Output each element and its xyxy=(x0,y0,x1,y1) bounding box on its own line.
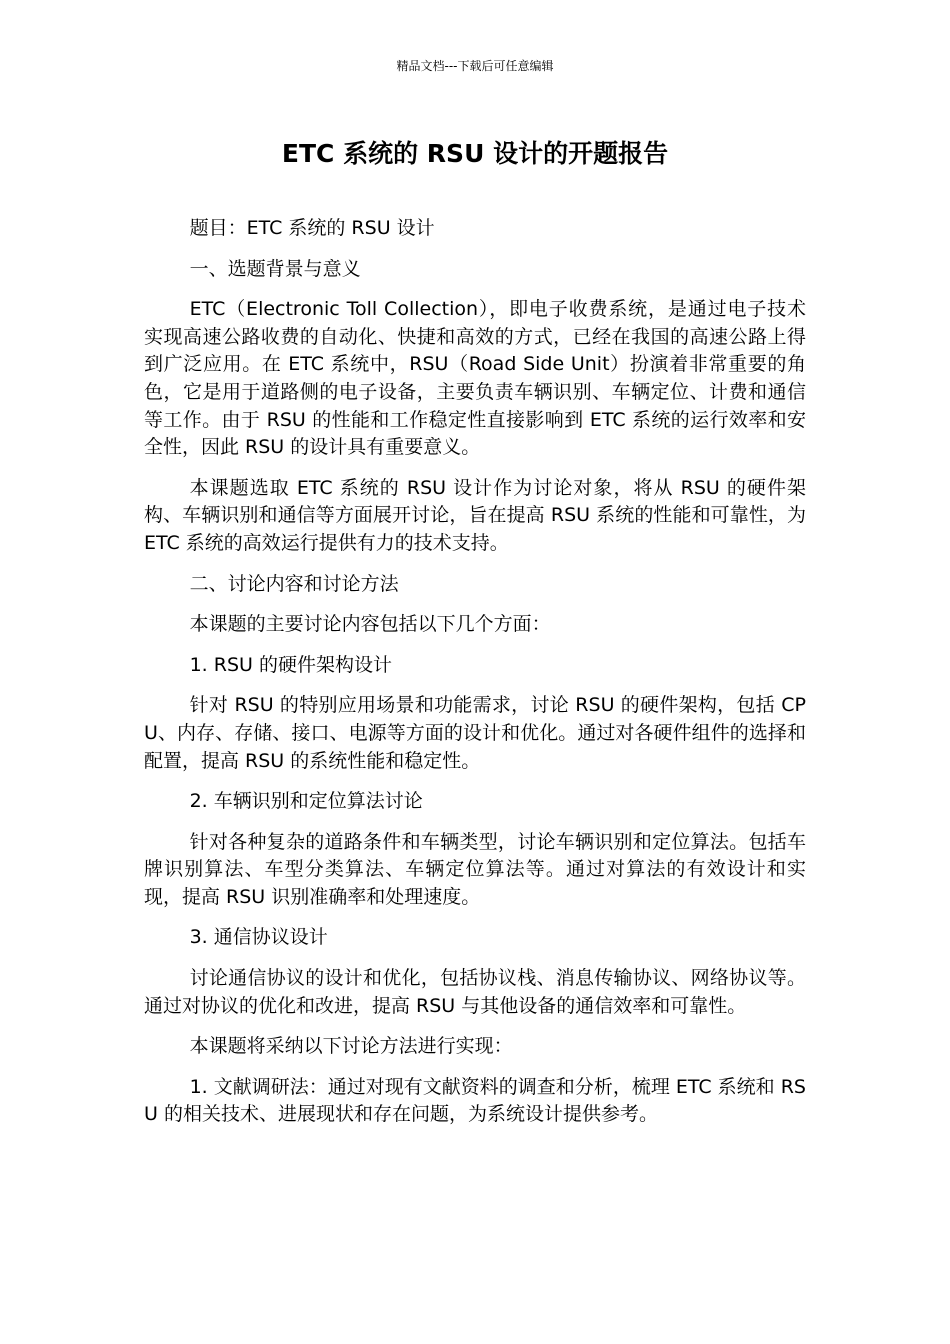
topic-line: 题目：ETC 系统的 RSU 设计 xyxy=(189,217,435,239)
paragraph-hardware: 针对 RSU 的特别应用场景和功能需求，讨论 RSU 的硬件架构，包括 CPU、内存、存储、接口、电源等方面的设计和优化。通过对各硬件组件的选择和配置，提高 RSU 的系统性能和稳定性。 xyxy=(144,694,806,772)
section-heading-content-method: 二、讨论内容和讨论方法 xyxy=(189,572,399,595)
subheading-protocol: 3. 通信协议设计 xyxy=(189,926,328,949)
section-heading-background: 一、选题背景与意义 xyxy=(189,257,361,280)
paragraph-recognition: 针对各种复杂的道路条件和车辆类型，讨论车辆识别和定位算法。包括车牌识别算法、车型分类算法、车辆定位算法等。通过对算法的有效设计和实现，提高 RSU 识别准确率和处理速度。 xyxy=(144,830,806,908)
subheading-hardware: 1. RSU 的硬件架构设计 xyxy=(189,653,392,676)
paragraph-etc-intro: ETC（Electronic Toll Collection），即电子收费系统，是通过电子技术实现高速公路收费的自动化、快捷和高效的方式，已经在我国的高速公路上得到广泛应用。在 ETC 系统中，RSU（Road Side Unit）扮演着非常重要的角色，它是用于道路侧的电子设备，主要负责车辆识别、车辆定位、计费和通信等工作。由于 RSU 的性能和工作稳定性直接影响到 ETC 系统的运行效率和安全性，因此 RSU 的设计具有重要意义。 xyxy=(144,298,806,459)
paragraph-project-scope: 本课题选取 ETC 系统的 RSU 设计作为讨论对象，将从 RSU 的硬件架构、车辆识别和通信等方面展开讨论，旨在提高 RSU 系统的性能和可靠性，为 ETC 系统的高效运行提供有力的技术支持。 xyxy=(144,476,806,554)
subheading-recognition: 2. 车辆识别和定位算法讨论 xyxy=(189,790,423,813)
paragraph-content-intro: 本课题的主要讨论内容包括以下几个方面： xyxy=(189,613,551,636)
document-title: ETC 系统的 RSU 设计的开题报告 xyxy=(281,139,669,168)
paragraph-method-literature: 1. 文献调研法：通过对现有文献资料的调查和分析，梳理 ETC 系统和 RSU 的相关技术、进展现状和存在问题，为系统设计提供参考。 xyxy=(144,1075,806,1126)
paragraph-protocol: 讨论通信协议的设计和优化，包括协议栈、消息传输协议、网络协议等。通过对协议的优化和改进，提高 RSU 与其他设备的通信效率和可靠性。 xyxy=(144,967,806,1017)
header-note: 精品文档---下载后可任意编辑 xyxy=(396,59,554,73)
document-body xyxy=(144,215,806,1142)
paragraph-methods-intro: 本课题将采纳以下讨论方法进行实现： xyxy=(189,1035,513,1058)
